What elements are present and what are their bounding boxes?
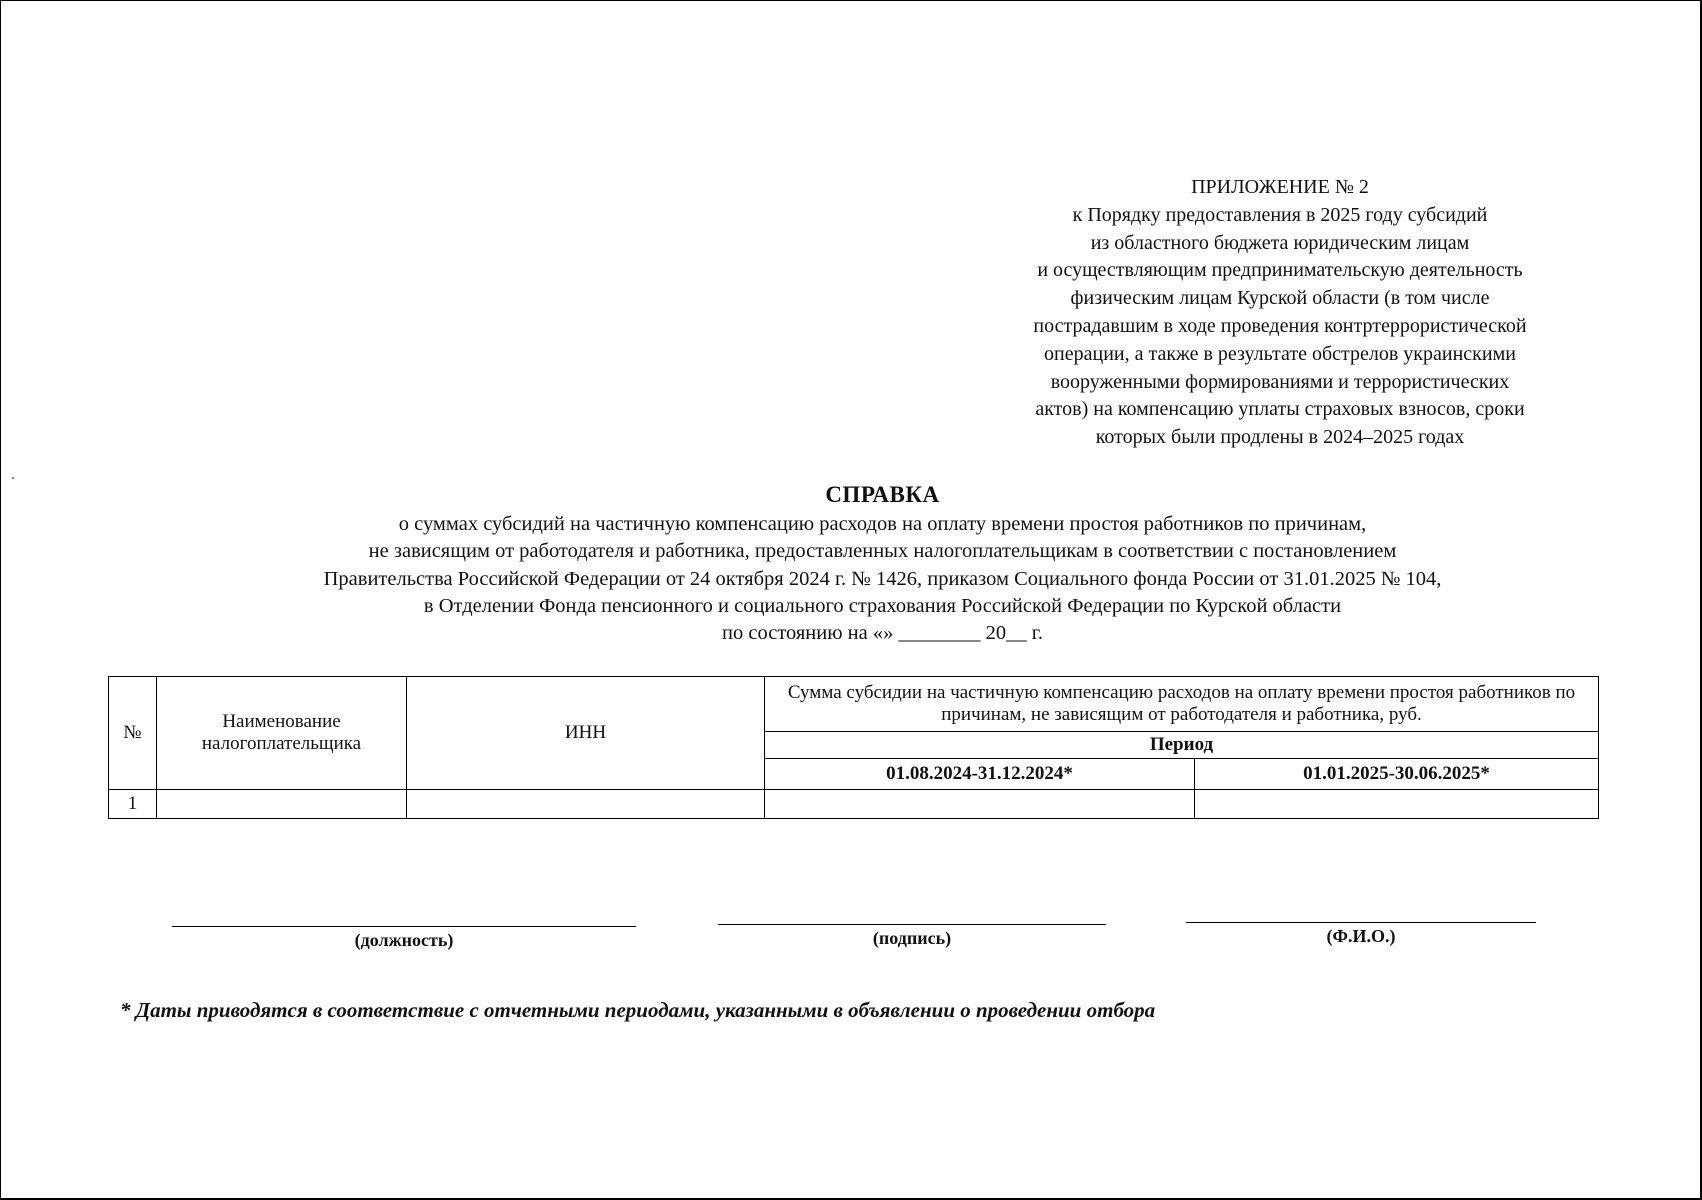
appendix-line: ПРИЛОЖЕНИЕ № 2 [1191,176,1369,198]
appendix-line: и осуществляющим предпринимательскую деятельность [1037,259,1523,282]
appendix-line: вооруженными формированиями и террористических [1050,370,1510,393]
subtitle-line: не зависящим от работодателя и работника, предоставленных налогоплательщикам в соответствии с постановлением [368,540,1397,563]
cell-taxpayer-name[interactable] [157,790,407,819]
header-subsidy-sum: Сумма субсидии на частичную компенсацию расходов на оплату времени простоя работников по причинам, не зависящим от работодателя и работника, руб. [765,677,1599,732]
header-taxpayer-name: Наименование налогоплательщика [157,677,407,790]
header-period-2: 01.01.2025-30.06.2025* [1195,759,1599,790]
position-label: (должность) [354,930,454,950]
document-title: СПРАВКА [825,482,940,507]
appendix-block [960,174,1600,452]
appendix-line: актов) на компенсацию уплаты страховых взносов, сроки [1035,398,1525,421]
cell-number: 1 [109,790,157,819]
appendix-line: операции, а также в результате обстрелов украинскими [1044,342,1516,365]
subtitle-line: в Отделении Фонда пенсионного и социального страхования Российской Федерации по Курской области [423,594,1342,617]
fio-signature-line[interactable] [1186,922,1536,923]
header-period-1: 01.08.2024-31.12.2024* [765,759,1195,790]
cell-sum-period-2[interactable] [1195,790,1599,819]
subsidy-table [108,676,1599,819]
appendix-line: физическим лицам Курской области (в том числе [1070,287,1490,310]
header-period: Период [765,732,1599,759]
appendix-line: из областного бюджета юридическим лицам [1090,231,1470,254]
header-inn: ИНН [407,677,765,790]
signature-line[interactable] [718,924,1106,925]
appendix-line: которых были продлены в 2024–2025 годах [1095,426,1465,449]
position-signature-line[interactable] [172,926,636,927]
document-subtitle [0,511,1702,647]
table-row [109,790,1599,819]
cell-sum-period-1[interactable] [765,790,1195,819]
table-header-row [109,677,1599,732]
scan-dot [12,477,14,479]
fio-label: (Ф.И.О.) [1326,926,1396,946]
subtitle-line: Правительства Российской Федерации от 24 октября 2024 г. № 1426, приказом Социального фонда России от 31.01.2025 № 104, [323,567,1442,590]
header-number: № [109,677,157,790]
appendix-line: к Порядку предоставления в 2025 году субсидий [1072,203,1488,226]
footnote: * Даты приводятся в соответствие с отчетными периодами, указанными в объявлении о проведении отбора [120,998,1156,1022]
subtitle-line: о суммах субсидий на частичную компенсацию расходов на оплату времени простоя работников по причинам, [398,513,1367,535]
signature-label: (подпись) [872,928,952,948]
appendix-line: пострадавшим в ходе проведения контртеррористической [1033,314,1527,337]
cell-inn[interactable] [407,790,765,819]
subtitle-line: по состоянию на «» ________ 20__ г. [722,622,1043,645]
